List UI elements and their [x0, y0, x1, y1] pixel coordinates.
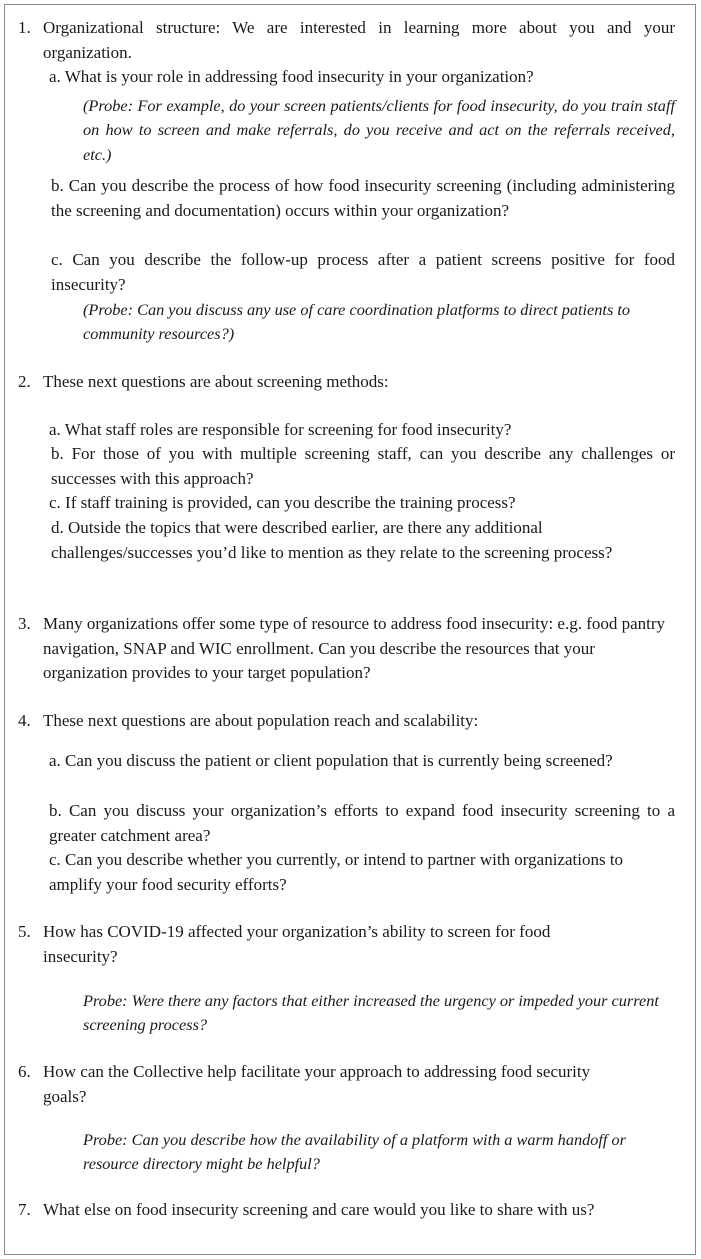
- question-number: 3.: [18, 614, 31, 633]
- question-text: How can the Collective help facilitate your approach to addressing food security goals?: [43, 1062, 591, 1106]
- probe-text: (Probe: Can you discuss any use of care coordination platforms to direct patients to community resources?): [83, 300, 631, 344]
- question-text: How has COVID-19 affected your organization’s ability to screen for food insecurity?: [43, 922, 551, 966]
- question-text: What else on food insecurity screening and care would you like to share with us?: [43, 1200, 595, 1219]
- question-text: Many organizations offer some type of resource to address food insecurity: e.g. food pantry navigation, SNAP and WIC enrollment. Can you describe the resources that your organization provides to your target population?: [43, 614, 666, 682]
- question-number: 1.: [18, 18, 31, 37]
- question-text: Organizational structure: We are interested in learning more about you and your organization.: [43, 18, 675, 62]
- question-number: 2.: [18, 372, 31, 391]
- sub-question: a. What is your role in addressing food insecurity in your organization?: [49, 67, 534, 86]
- question-number: 4.: [18, 711, 31, 730]
- question-text: These next questions are about screening methods:: [43, 372, 389, 391]
- sub-question: b. For those of you with multiple screening staff, can you describe any challenges or successes with this approach?: [51, 444, 675, 488]
- question-text: These next questions are about population reach and scalability:: [43, 711, 479, 730]
- sub-question: a. Can you discuss the patient or client population that is currently being screened?: [49, 751, 613, 770]
- probe-text: Probe: Can you describe how the availability of a platform with a warm handoff or resource directory might be helpful?: [83, 1130, 626, 1174]
- question-number: 6.: [18, 1062, 31, 1081]
- sub-question: c. Can you describe whether you currently, or intend to partner with organizations to amplify your food security efforts?: [49, 850, 624, 894]
- sub-question: d. Outside the topics that were described earlier, are there any additional challenges/successes you’d like to mention as they relate to the screening process?: [51, 518, 613, 562]
- probe-text: (Probe: For example, do your screen patients/clients for food insecurity, do you train staff on how to screen and make referrals, do you receive and act on the referrals received, etc.): [83, 96, 675, 164]
- sub-question: c. If staff training is provided, can you describe the training process?: [49, 493, 516, 512]
- sub-question: b. Can you describe the process of how food insecurity screening (including administering the screening and documentation) occurs within your organization?: [51, 176, 675, 220]
- sub-question: b. Can you discuss your organization’s efforts to expand food insecurity screening to a greater catchment area?: [49, 801, 675, 845]
- question-number: 5.: [18, 922, 31, 941]
- question-number: 7.: [18, 1200, 31, 1219]
- sub-question: a. What staff roles are responsible for screening for food insecurity?: [49, 420, 512, 439]
- sub-question: c. Can you describe the follow-up process after a patient screens positive for food insecurity?: [51, 250, 675, 294]
- probe-text: Probe: Were there any factors that either increased the urgency or impeded your current screening process?: [83, 991, 659, 1035]
